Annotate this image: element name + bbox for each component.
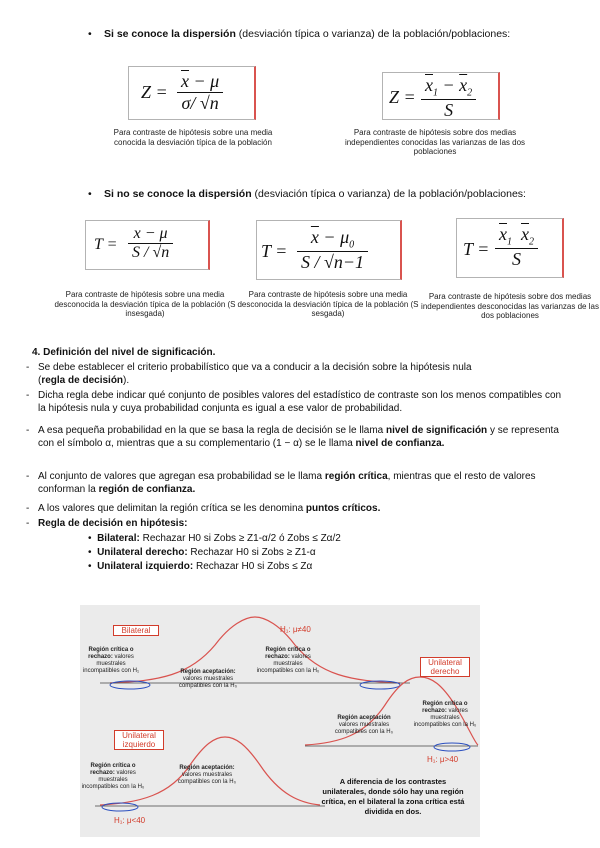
left-region-marker: [102, 803, 138, 811]
label-text: valores muestrales compatibles con la H₀: [177, 772, 237, 785]
label-bold: Región aceptación:: [180, 669, 236, 675]
paragraph-4-text-b: , mientras que el resto de valores conforman la: [38, 471, 536, 495]
paragraph-5: - A los valores que delimitan la región crítica se les denomina puntos críticos.: [26, 503, 381, 514]
unknown-dispersion-title: Si no se conoce la dispersión: [104, 188, 252, 200]
bilateral-left-critical-text: [80, 647, 142, 675]
confidence-region-term: región de confianza.: [98, 484, 196, 495]
paragraph-5-text: A los valores que delimitan la región crítica se les denomina: [38, 503, 306, 514]
label-bold: Región crítica o rechazo:: [265, 647, 311, 660]
bilateral-h1: H₁: μ≠40: [280, 625, 311, 634]
known-dispersion-title: Si se conoce la dispersión: [104, 28, 236, 40]
right-unilateral-h1: H₁: μ>40: [427, 755, 459, 764]
label-line-2: izquierdo: [122, 740, 156, 749]
known-dispersion-bullet: [88, 28, 558, 41]
figure-note: A diferencia de los contrastes unilaterales, donde sólo hay una región crítica, en el bilateral la zona crítica está dividida en dos.: [321, 777, 465, 816]
caption-t-biased: Para contraste de hipótesis sobre una media desconocida la desviación típica de la población (S sesgada): [237, 290, 419, 318]
bullet-dot: •: [88, 533, 98, 544]
section-heading: 4. Definición del nivel de significación.: [32, 347, 216, 358]
caption-z-two-means: Para contraste de hipótesis sobre dos medias independientes conocidas las varianzas de las dos poblaciones: [344, 128, 526, 156]
label-text: valores muestrales compatibles con la H₀: [178, 676, 238, 689]
formula-t-unbiased: T = x − μ $\overline{S} / √n$: [85, 220, 210, 270]
label-line-1: Unilateral: [122, 731, 156, 740]
rule-label: Unilateral izquierdo:: [97, 561, 194, 572]
label-bold: Región aceptación: [337, 715, 391, 721]
formula-z-two-means: Z = $\overline{x}_1 - \overline{x}_2$ S: [382, 72, 500, 120]
decision-rule-term: regla de decisión: [41, 375, 124, 386]
label-line-2: derecho: [430, 667, 460, 676]
rule-bilateral: [88, 532, 341, 545]
bilateral-label: Bilateral: [113, 625, 159, 636]
formula-z-one-mean: Z = $\overline{x} - \mu$ σ/ √n: [128, 66, 256, 120]
caption-t-unbiased: Para contraste de hipótesis sobre una media desconocida la desviación típica de la población (S insesgada): [54, 290, 236, 318]
rule-text: Rechazar H0 si Zobs ≥ Z1-α: [187, 547, 316, 558]
paragraph-2-text: Dicha regla debe indicar qué conjunto de posibles valores del estadístico de contraste son los menos compatibles con la hipótesis nula y cuya probabilidad conjunta es igual a ese valor de probabilidad.: [38, 390, 562, 414]
decision-rule-heading: Regla de decisión en hipótesis:: [38, 518, 188, 529]
label-bold: Región crítica o rechazo:: [422, 701, 468, 714]
caption-t-two-means: Para contraste de hipótesis sobre dos medias independientes desconocidas las varianzas de las dos poblaciones: [421, 292, 599, 320]
formula-t-two-means: T = $\overline{x}_1$ $\overline{x}_2$ S: [456, 218, 564, 278]
known-dispersion-text: (desviación típica o varianza) de la población/poblaciones:: [235, 28, 511, 40]
rule-label: Unilateral derecho:: [97, 547, 188, 558]
bilateral-acceptance-text: [172, 669, 244, 690]
paragraph-1-close: ).: [123, 375, 130, 386]
paragraph-3-text-a: A esa pequeña probabilidad en la que se basa la regla de decisión se le llama: [38, 425, 387, 436]
label-bold: Región crítica o rechazo:: [90, 763, 136, 776]
right-region-marker: [434, 743, 470, 751]
formula-t-biased: T = $\overline{x} - \mu_0$ S / √n−1: [256, 220, 402, 280]
caption-z-one-mean: Para contraste de hipótesis sobre una media conocida la desviación típica de la población: [113, 128, 273, 147]
critical-points-term: puntos críticos.: [305, 503, 381, 514]
label-bold: Región aceptación:: [179, 765, 235, 771]
paragraph-1: - Se debe establecer el criterio probabilístico que va a conducir a la decisión sobre la hipótesis nula (regla de decisión).: [26, 362, 472, 386]
unknown-dispersion-text: (desviación típica o varianza) de la población/poblaciones:: [251, 188, 526, 200]
right-unilateral-label: [420, 657, 470, 677]
label-text: valores muestrales compatibles con la H₀: [334, 722, 394, 735]
hypothesis-figure: [80, 605, 480, 837]
significance-level-term: nivel de significación: [386, 425, 488, 436]
rule-right: [88, 546, 316, 559]
bullet-dot: •: [88, 547, 98, 558]
bullet-dot: •: [88, 561, 98, 572]
bullet-dot: •: [88, 28, 92, 40]
label-text: valores muestrales incompatibles con la H₀: [256, 654, 320, 674]
left-acceptance-text: [170, 765, 244, 786]
rule-left: [88, 560, 312, 573]
rule-label: Bilateral:: [97, 533, 140, 544]
paragraph-1-open: (: [38, 375, 42, 386]
label-text: valores muestrales incompatibles con la H₀: [413, 708, 477, 728]
bullet-dot: •: [88, 188, 92, 200]
paragraph-6: - Regla de decisión en hipótesis:: [26, 518, 188, 529]
paragraph-1-text: Se debe establecer el criterio probabilístico que va a conducir a la decisión sobre la hipótesis nula: [38, 362, 472, 373]
rule-text: Rechazar H0 si Zobs ≤ Zα: [193, 561, 313, 572]
rule-text: Rechazar H0 si Zobs ≥ Z1-α/2 ó Zobs ≤ Zα/2: [139, 533, 341, 544]
label-bold: Región crítica o rechazo:: [88, 647, 134, 660]
left-unilateral-label: [114, 730, 164, 750]
paragraph-4-text-a: Al conjunto de valores que agregan esa probabilidad se le llama: [38, 471, 325, 482]
right-critical-text: [412, 701, 478, 729]
unknown-dispersion-bullet: [88, 188, 568, 201]
left-unilateral-h1: H₁: μ<40: [114, 816, 146, 825]
critical-region-term: región crítica: [324, 471, 388, 482]
bilateral-right-critical-text: [255, 647, 321, 675]
label-text: valores muestrales incompatibles con H₁: [82, 654, 140, 674]
label-text: valores muestrales incompatibles con la H₀: [81, 770, 145, 790]
paragraph-4: - Al conjunto de valores que agregan esa probabilidad se le llama región crítica, mientras que el resto de valores conforman la región de confianza.: [26, 471, 536, 495]
paragraph-2: - Dicha regla debe indicar qué conjunto de posibles valores del estadístico de contraste son los menos compatibles con la hipótesis nula y cuya probabilidad conjunta es igual a ese valor de probabilidad.: [26, 390, 562, 414]
paragraph-3-text-b: y se representa con el símbolo α, mientras que a su complementario (1 − α) se le llama: [38, 425, 559, 449]
confidence-level-term: nivel de confianza.: [355, 438, 445, 449]
right-acceptance-text: [328, 715, 400, 736]
paragraph-3: - A esa pequeña probabilidad en la que se basa la regla de decisión se le llama nivel de significación y se representa con el símbolo α, mientras que a su complementario (1 − α) se le llama nivel de confianza.: [26, 425, 559, 449]
label-line-1: Unilateral: [428, 658, 462, 667]
left-critical-text: [80, 763, 146, 791]
